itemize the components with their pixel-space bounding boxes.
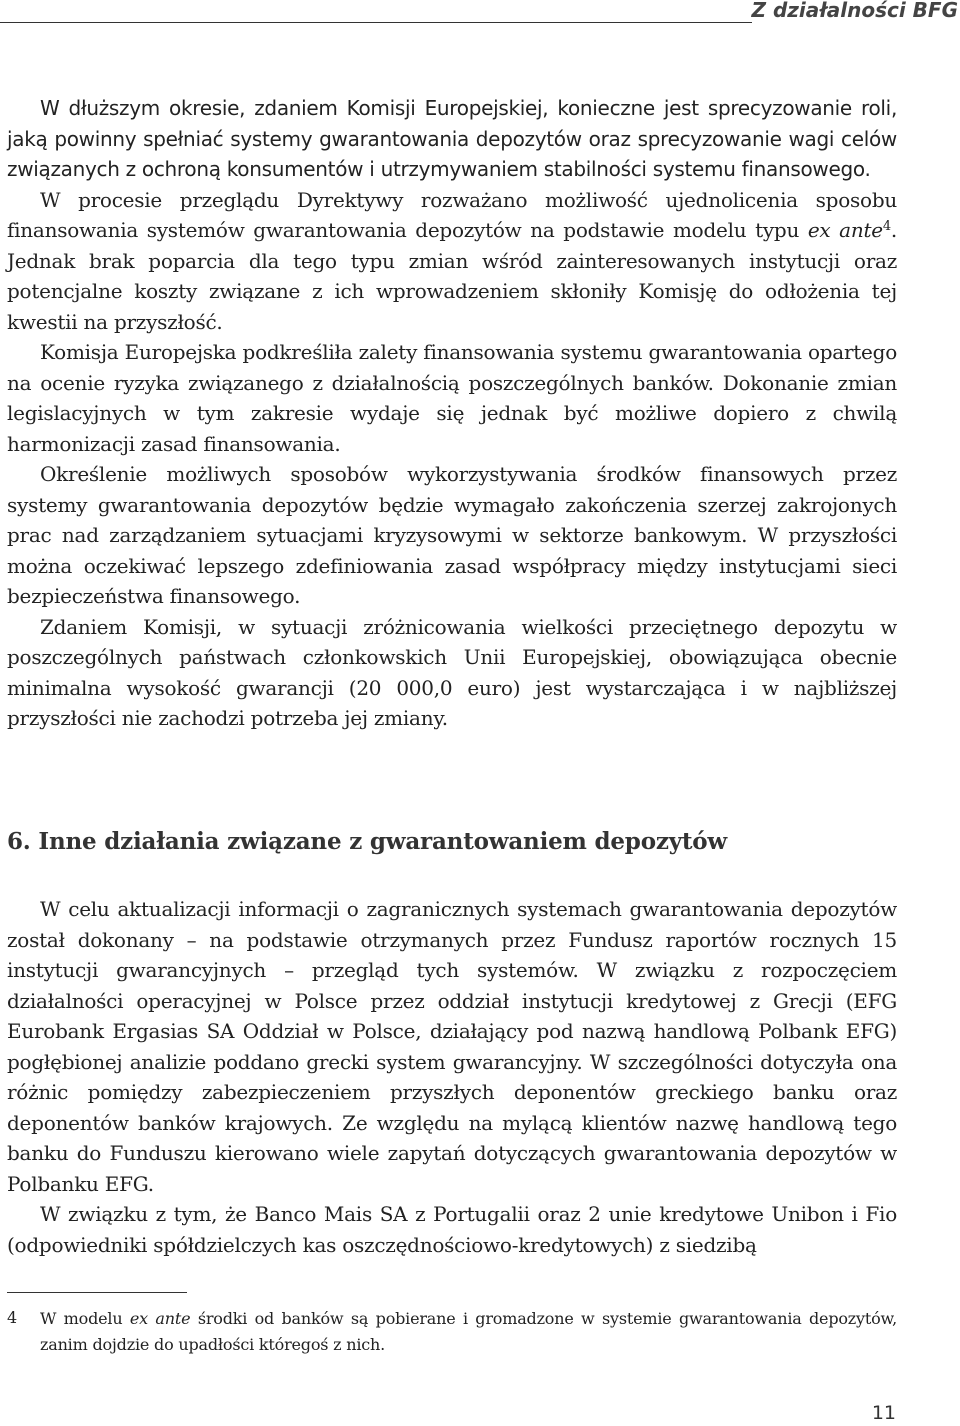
footnote-italic-term: ex ante <box>129 1309 191 1328</box>
paragraph-ec-opinion: W dłuższym okresie, zdaniem Komisji Europejskiej, konieczne jest sprecyzowanie roli, jaką powinny spełniać systemy gwarantowania depozytów oraz sprecyzowanie wagi celów związanych z ochroną konsumentów i utrzymywaniem stabilności systemu finansowego. <box>7 96 897 181</box>
footnote-rule <box>7 1292 187 1293</box>
footnote-text-before: W modelu <box>40 1309 123 1328</box>
footnote <box>7 1306 897 1357</box>
paragraph-banco-mais: W związku z tym, że Banco Mais SA z Portugalii oraz 2 unie kredytowe Unibon i Fio (odpowiedniki spółdzielczych kas oszczędnościowo-kredytowych) z siedzibą <box>7 1202 897 1257</box>
paragraph-directive-review-cont: . Jednak brak poparcia dla tego typu zmian wśród zainteresowanych instytucji oraz potencjalne koszty związane z ich wprowadzeniem skłoniły Komisję do odłożenia tej kwestii na przyszłość. <box>7 218 897 334</box>
section-1-body <box>7 93 897 734</box>
paragraph-risk-based-funding: Komisja Europejska podkreśliła zalety finansowania systemu gwarantowania opartego na ocenie ryzyka związanego z działalnością poszczególnych banków. Dokonanie zmian legislacyjnych w tym zakresie wydaje się jednak być możliwe dopiero z chwilą harmonizacji zasad finansowania. <box>7 340 897 456</box>
page-number: 11 <box>871 1402 896 1424</box>
footnote-text-after: środki od banków są pobierane i gromadzone w systemie gwarantowania depozytów, zanim dojdzie do upadłości któregoś z nich. <box>40 1309 898 1354</box>
paragraph-foreign-systems-review: W celu aktualizacji informacji o zagranicznych systemach gwarantowania depozytów został dokonany – na podstawie otrzymanych przez Fundusz raportów rocznych 15 instytucji gwarancyjnych – przegląd tych systemów. W związku z rozpoczęciem działalności operacyjnej w Polsce przez oddział instytucji kredytowej z Grecji (EFG Eurobank Ergasias SA Oddział w Polsce, działający pod nazwą handlową Polbank EFG) pogłębionej analizie poddano grecki system gwarancyjny. W szczególności dotyczyła ona różnic pomiędzy zabezpieczeniem przyszłych deponentów greckiego banku oraz deponentów banków krajowych. Ze względu na mylącą klientów nazwę handlową tego banku do Funduszu kierowano wiele zapytań dotyczących gwarantowania depozytów w Polbanku EFG. <box>7 897 897 1196</box>
section-2-body <box>7 894 897 1260</box>
header-rule <box>0 22 752 23</box>
paragraph-fund-usage: Określenie możliwych sposobów wykorzystywania środków finansowych przez systemy gwarantowania depozytów będzie wymagało zakończenia szerzej zakrojonych prac nad zarządzaniem sytuacjami kryzysowymi w sektorze bankowym. W przyszłości można oczekiwać lepszego zdefiniowania zasad współpracy między instytucjami sieci bezpieczeństwa finansowego. <box>7 462 897 608</box>
paragraph-directive-review-text: W procesie przeglądu Dyrektywy rozważano możliwość ujednolicenia sposobu finansowania systemów gwarantowania depozytów na podstawie modelu typu <box>7 187 897 242</box>
running-header <box>0 0 960 30</box>
paragraph-coverage-level: Zdaniem Komisji, w sytuacji zróżnicowania wielkości przeciętnego depozytu w poszczególnych państwach członkowskich Unii Europejskiej, obowiązująca obecnie minimalna wysokość gwarancji (20 000,0 euro) jest wystarczająca i w najbliższej przyszłości nie zachodzi potrzeba jej zmiany. <box>7 614 897 730</box>
footnote-number: 4 <box>7 1308 18 1327</box>
footnote-reference[interactable]: 4 <box>882 219 891 234</box>
section-heading: 6. Inne działania związane z gwarantowaniem depozytów <box>7 828 728 855</box>
paragraph-directive-review <box>7 185 897 338</box>
footnote-text <box>40 1306 897 1357</box>
running-header-title: Z działalności BFG <box>751 0 958 22</box>
ex-ante-term: ex ante <box>807 218 883 242</box>
